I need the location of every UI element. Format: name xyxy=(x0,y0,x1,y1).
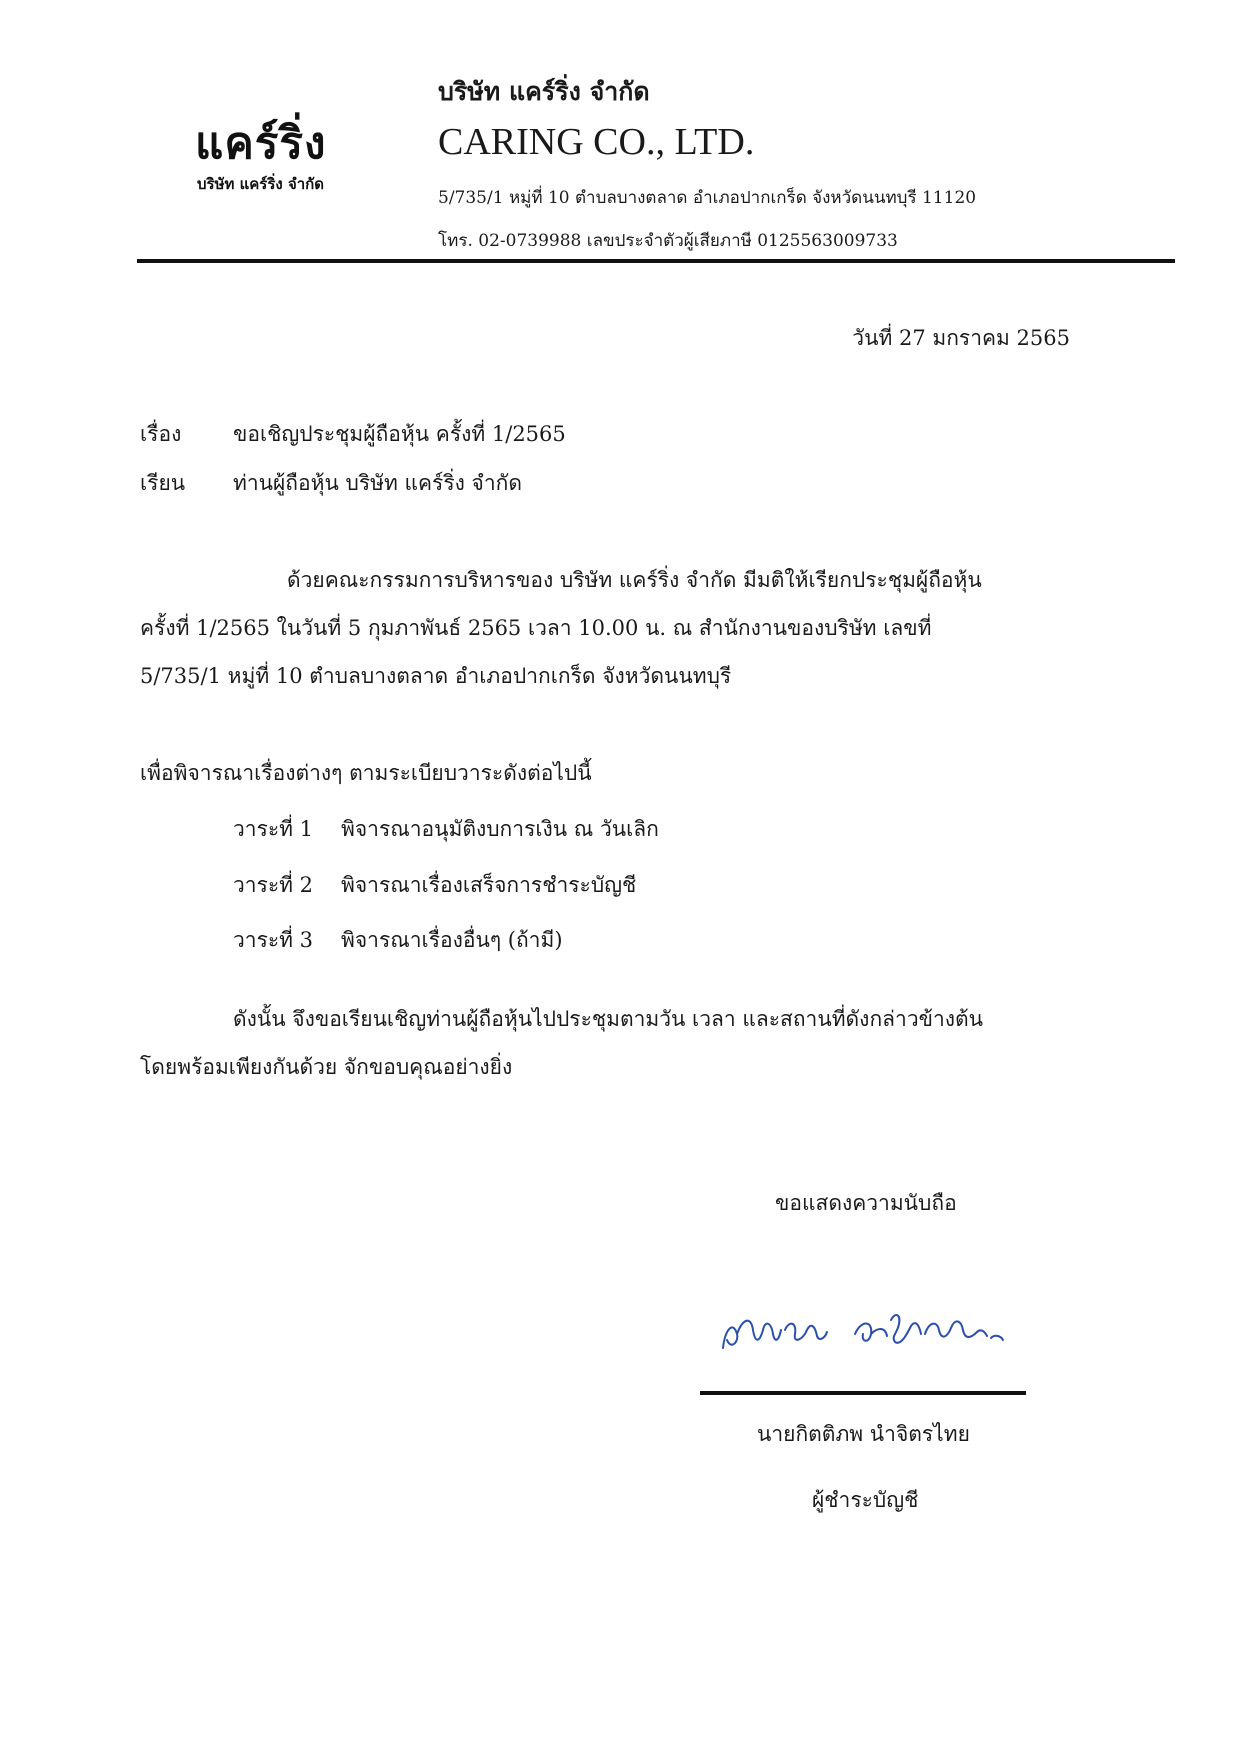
agenda-number: วาระที่ 2 xyxy=(233,873,314,897)
recipient-value: ท่านผู้ถือหุ้น บริษัท แคร์ริ่ง จำกัด xyxy=(233,471,522,495)
body-paragraph-1-line-1: ด้วยคณะกรรมการบริหารของ บริษัท แคร์ริ่ง จำกัด มีมติให้เรียกประชุมผู้ถือหุ้น xyxy=(287,568,982,592)
body-paragraph-3-line-2: โดยพร้อมเพียงกันด้วย จักขอบคุณอย่างยิ่ง xyxy=(140,1055,513,1079)
logo-subtext: บริษัท แคร์ริ่ง จำกัด xyxy=(197,175,324,193)
body-paragraph-1-line-2: ครั้งที่ 1/2565 ในวันที่ 5 กุมภาพันธ์ 2565 เวลา 10.00 น. ณ สำนักงานของบริษัท เลขที่ xyxy=(140,616,932,640)
body-paragraph-2: เพื่อพิจารณาเรื่องต่างๆ ตามระเบียบวาระดังต่อไปนี้ xyxy=(140,761,592,785)
body-paragraph-1-line-3: 5/735/1 หมู่ที่ 10 ตำบลบางตลาด อำเภอปากเกร็ด จังหวัดนนทบุรี xyxy=(140,664,732,688)
company-logo xyxy=(195,118,385,193)
agenda-item xyxy=(233,813,659,846)
agenda-number: วาระที่ 1 xyxy=(233,817,314,841)
company-name-thai: บริษัท แคร์ริ่ง จำกัด xyxy=(438,77,650,106)
subject-label: เรื่อง xyxy=(140,422,182,446)
closing-phrase: ขอแสดงความนับถือ xyxy=(775,1191,957,1215)
signer-name: นายกิตติภพ นำจิตรไทย xyxy=(757,1422,970,1446)
subject-value: ขอเชิญประชุมผู้ถือหุ้น ครั้งที่ 1/2565 xyxy=(233,422,566,446)
agenda-number: วาระที่ 3 xyxy=(233,928,314,952)
body-paragraph-3-line-1: ดังนั้น จึงขอเรียนเชิญท่านผู้ถือหุ้นไปประชุมตามวัน เวลา และสถานที่ดังกล่าวข้างต้น xyxy=(233,1007,984,1031)
signer-title: ผู้ชำระบัญชี xyxy=(812,1488,919,1512)
company-contact: โทร. 02-0739988 เลขประจำตัวผู้เสียภาษี 0125563009733 xyxy=(438,231,898,251)
agenda-text: พิจารณาอนุมัติงบการเงิน ณ วันเลิก xyxy=(341,817,659,841)
agenda-text: พิจารณาเรื่องเสร็จการชำระบัญชี xyxy=(341,873,637,897)
recipient-label: เรียน xyxy=(140,471,186,495)
company-address: 5/735/1 หมู่ที่ 10 ตำบลบางตลาด อำเภอปากเกร็ด จังหวัดนนทบุรี 11120 xyxy=(438,188,977,208)
letterhead-divider xyxy=(137,259,1175,263)
agenda-item xyxy=(233,869,636,902)
agenda-item xyxy=(233,924,563,957)
handwritten-signature xyxy=(715,1290,1020,1365)
letter-date: วันที่ 27 มกราคม 2565 xyxy=(852,326,1070,350)
company-name-english: CARING CO., LTD. xyxy=(438,121,755,163)
signature-line xyxy=(700,1391,1026,1395)
agenda-text: พิจารณาเรื่องอื่นๆ (ถ้ามี) xyxy=(341,928,563,952)
logo-wordmark: แคร์ริ่ง xyxy=(195,118,327,169)
